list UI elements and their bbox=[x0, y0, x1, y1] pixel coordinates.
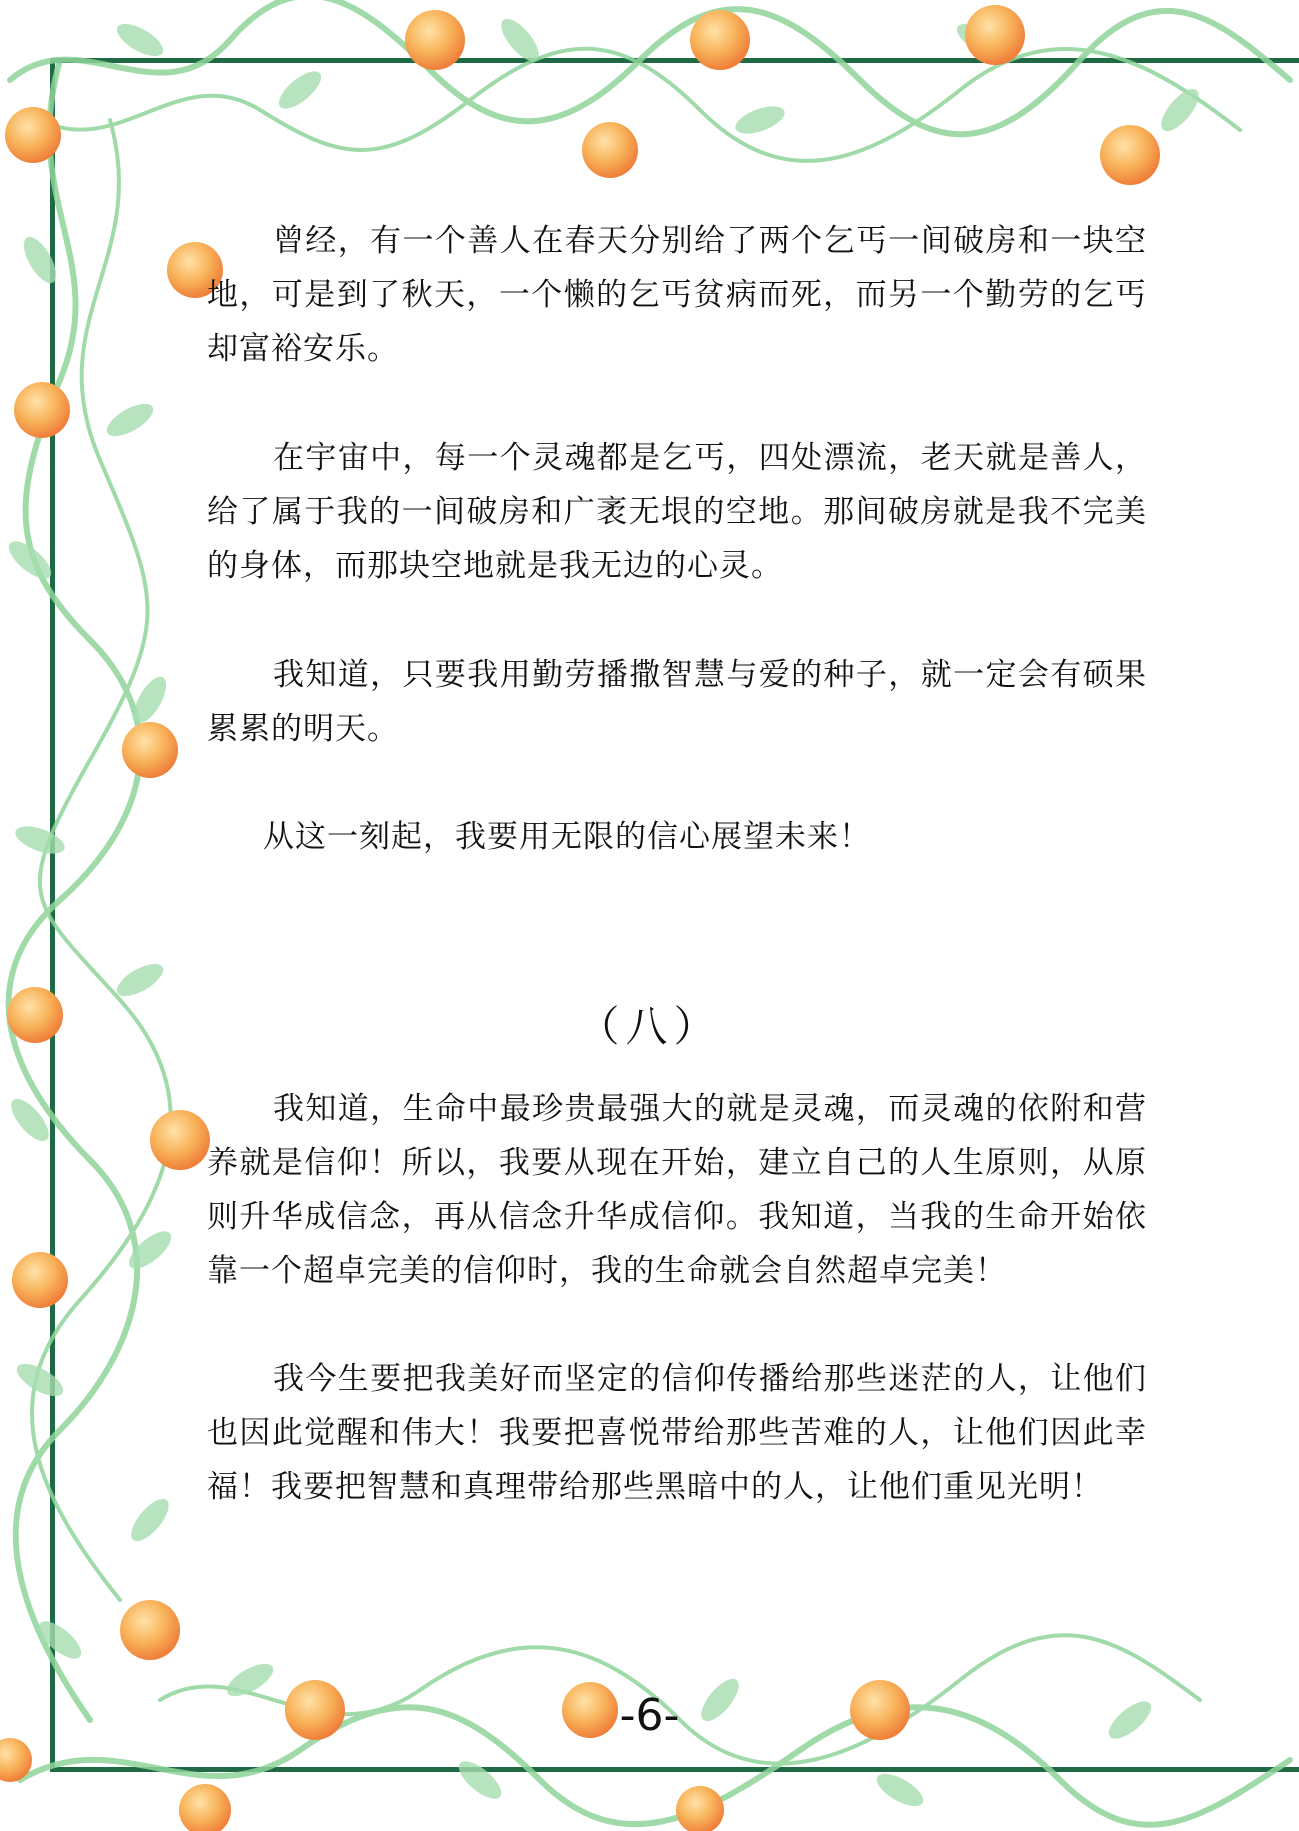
orange-fruit bbox=[150, 1110, 210, 1170]
paragraph-4: 从这一刻起，我要用无限的信心展望未来！ bbox=[263, 819, 871, 855]
orange-fruit bbox=[965, 5, 1025, 65]
leaf bbox=[125, 1493, 175, 1547]
leaf bbox=[732, 101, 788, 139]
leaf bbox=[102, 397, 158, 442]
vine-stem bbox=[9, 60, 140, 1720]
orange-fruit bbox=[676, 1786, 724, 1831]
leaf bbox=[872, 1767, 928, 1812]
orange-fruit bbox=[690, 10, 750, 70]
leaf bbox=[1155, 83, 1205, 137]
leaf bbox=[112, 17, 168, 62]
orange-fruit bbox=[14, 382, 70, 438]
leaf bbox=[273, 65, 327, 115]
orange-fruit bbox=[1100, 125, 1160, 185]
paragraph-1: 曾经，有一个善人在春天分别给了两个乞丐一间破房和一块空地，可是到了秋天，一个懒的乞丐贫病而死，而另一个勤劳的乞丐却富裕安乐。 bbox=[207, 223, 1147, 367]
section-paragraph-1: 我知道，生命中最珍贵最强大的就是灵魂，而灵魂的依附和营养就是信仰！所以，我要从现在开始，建立自己的人生原则，从原则升华成信念，再从信念升华成信仰。我知道，当我的生命开始依靠一个超卓完美的信仰时，我的生命就会自然超卓完美！ bbox=[207, 1091, 1147, 1289]
leaf bbox=[495, 13, 545, 67]
section-heading: （八） bbox=[577, 1002, 722, 1051]
section-paragraph-2: 我今生要把我美好而坚定的信仰传播给那些迷茫的人，让他们也因此觉醒和伟大！我要把喜悦带给那些苦难的人，让他们因此幸福！我要把智慧和真理带给那些黑暗中的人，让他们重见光明！ bbox=[207, 1361, 1147, 1505]
leaf bbox=[12, 821, 68, 859]
orange-fruit bbox=[122, 722, 178, 778]
orange-fruit bbox=[120, 1600, 180, 1660]
paragraph-2: 在宇宙中，每一个灵魂都是乞丐，四处漂流，老天就是善人，给了属于我的一间破房和广袤无垠的空地。那间破房就是我不完美的身体，而那块空地就是我无边的心灵。 bbox=[207, 440, 1147, 584]
paragraph-3: 我知道，只要我用勤劳播撒智慧与爱的种子，就一定会有硕果累累的明天。 bbox=[207, 657, 1147, 747]
page-number: -6- bbox=[619, 1690, 680, 1741]
vine-stem bbox=[40, 49, 1240, 161]
leaf bbox=[453, 1755, 507, 1805]
orange-fruit bbox=[582, 122, 638, 178]
orange-fruit bbox=[179, 1784, 231, 1831]
orange-fruit bbox=[405, 10, 465, 70]
orange-fruit bbox=[12, 1252, 68, 1308]
orange-fruit bbox=[5, 107, 61, 163]
leaf bbox=[17, 232, 62, 288]
leaf bbox=[5, 1093, 55, 1147]
